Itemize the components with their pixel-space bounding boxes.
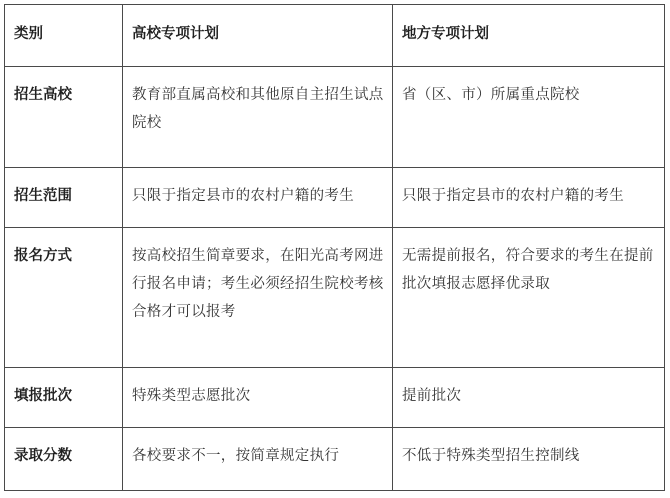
row-label-admission-score: 录取分数 — [5, 428, 123, 491]
table-row — [5, 228, 665, 368]
cell-university-plan: 特殊类型志愿批次 — [123, 368, 393, 428]
cell-university-plan: 只限于指定县市的农村户籍的考生 — [123, 168, 393, 228]
header-category: 类别 — [5, 5, 123, 67]
header-local-plan: 地方专项计划 — [393, 5, 665, 67]
cell-university-plan: 教育部直属高校和其他原自主招生试点院校 — [123, 67, 393, 168]
row-label-admission-universities: 招生高校 — [5, 67, 123, 168]
table-row — [5, 67, 665, 168]
header-university-plan: 高校专项计划 — [123, 5, 393, 67]
cell-local-plan: 无需提前报名，符合要求的考生在提前批次填报志愿择优录取 — [393, 228, 665, 368]
comparison-table — [4, 4, 665, 491]
table-row — [5, 368, 665, 428]
cell-university-plan: 各校要求不一，按简章规定执行 — [123, 428, 393, 491]
table-header-row — [5, 5, 665, 67]
cell-local-plan: 只限于指定县市的农村户籍的考生 — [393, 168, 665, 228]
table-row — [5, 168, 665, 228]
cell-university-plan: 按高校招生简章要求，在阳光高考网进行报名申请；考生必须经招生院校考核合格才可以报考 — [123, 228, 393, 368]
cell-local-plan: 提前批次 — [393, 368, 665, 428]
row-label-application-method: 报名方式 — [5, 228, 123, 368]
cell-local-plan: 不低于特殊类型招生控制线 — [393, 428, 665, 491]
row-label-application-batch: 填报批次 — [5, 368, 123, 428]
cell-local-plan: 省（区、市）所属重点院校 — [393, 67, 665, 168]
comparison-table-frame — [4, 4, 664, 490]
table-row — [5, 428, 665, 491]
row-label-admission-scope: 招生范围 — [5, 168, 123, 228]
